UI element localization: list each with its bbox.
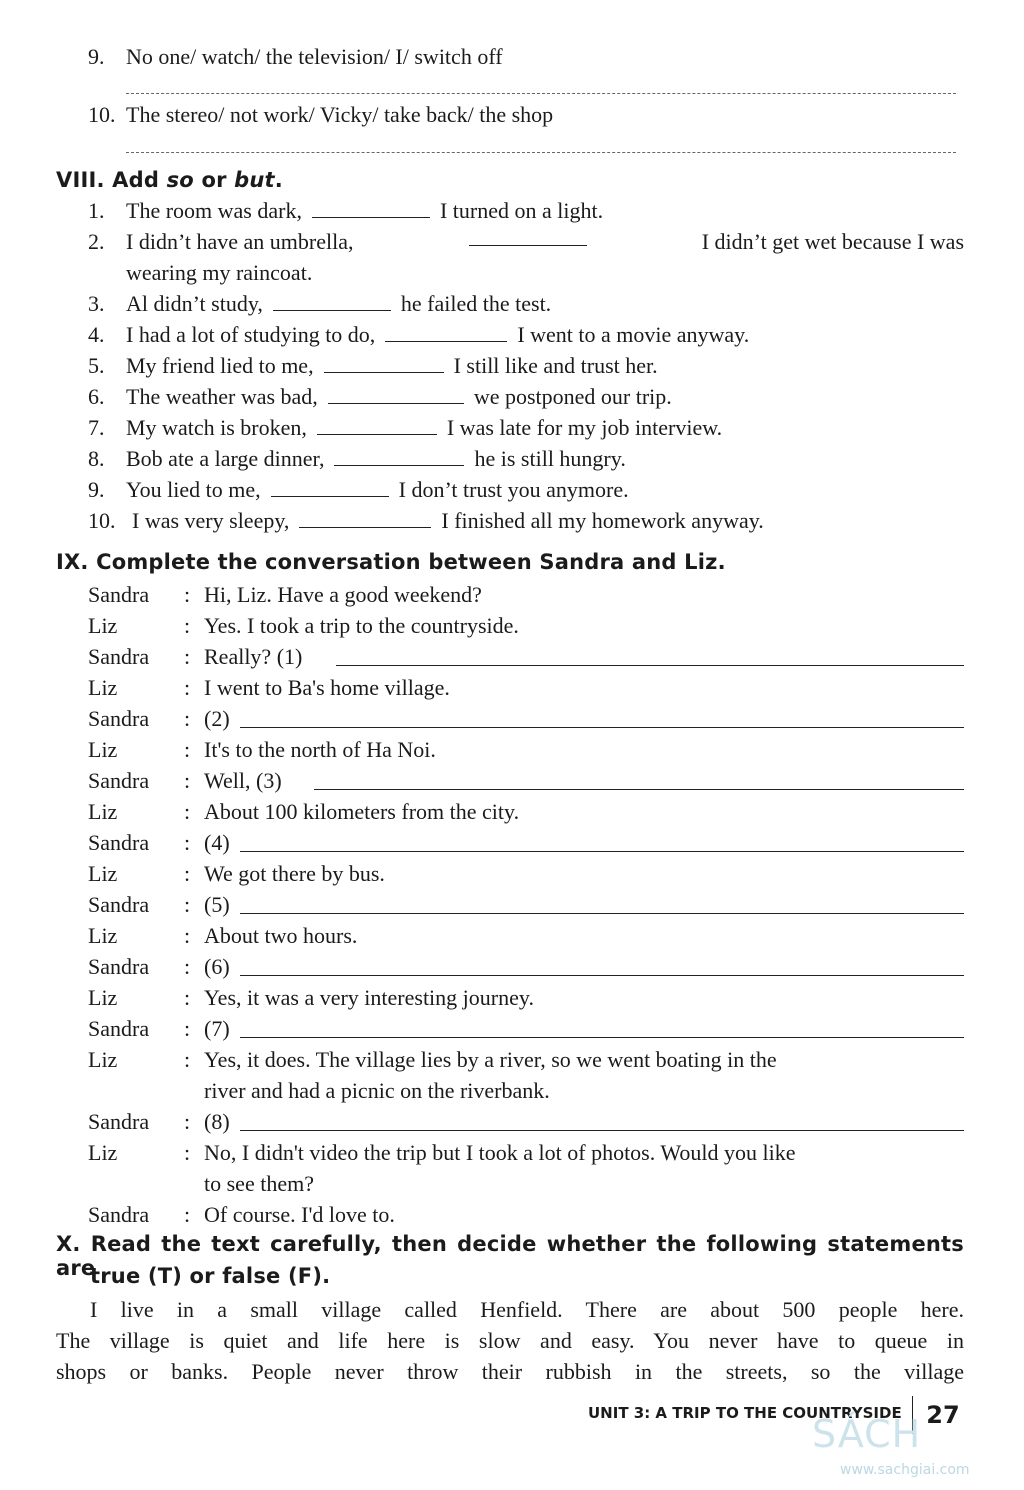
answer-blank[interactable] bbox=[271, 480, 389, 497]
answer-blank[interactable] bbox=[385, 325, 507, 342]
answer-blank[interactable] bbox=[312, 201, 430, 218]
answer-line-8[interactable] bbox=[240, 1130, 964, 1131]
page-number: 27 bbox=[912, 1396, 973, 1434]
section-8-heading: VIII. Add so or but. bbox=[56, 168, 283, 192]
paragraph-line: The village is quiet and life here is slow and easy. You never have to queue in bbox=[56, 1328, 964, 1353]
answer-line[interactable] bbox=[126, 152, 956, 153]
item-text: No one/ watch/ the television/ I/ switch off bbox=[126, 44, 503, 69]
answer-blank[interactable] bbox=[334, 449, 464, 466]
answer-line-6[interactable] bbox=[240, 975, 964, 976]
answer-line[interactable] bbox=[126, 93, 956, 94]
answer-line-4[interactable] bbox=[240, 851, 964, 852]
exercise-item-10: 10. The stereo/ not work/ Vicky/ take back/ the shop bbox=[88, 102, 554, 127]
section-9-heading: IX. Complete the conversation between Sandra and Liz. bbox=[56, 550, 726, 574]
section-10-heading: X. Read the text carefully, then decide whether the following statements are bbox=[56, 1232, 964, 1280]
item-text: The stereo/ not work/ Vicky/ take back/ the shop bbox=[126, 102, 554, 127]
watermark-logo: SÁCH bbox=[812, 1412, 922, 1456]
section-10-heading-cont: true (T) or false (F). bbox=[90, 1264, 331, 1288]
answer-blank[interactable] bbox=[324, 356, 444, 373]
answer-blank[interactable] bbox=[317, 418, 437, 435]
paragraph-line: shops or banks. People never throw their rubbish in the streets, so the village bbox=[56, 1359, 964, 1384]
answer-line-1[interactable] bbox=[336, 665, 964, 666]
reading-passage bbox=[56, 1294, 964, 1387]
paragraph-line: I live in a small village called Henfield. There are about 500 people here. bbox=[90, 1297, 964, 1322]
exercise-item-9: 9. No one/ watch/ the television/ I/ switch off bbox=[88, 44, 503, 69]
answer-line-5[interactable] bbox=[240, 913, 964, 914]
answer-line-3[interactable] bbox=[314, 789, 964, 790]
answer-line-7[interactable] bbox=[240, 1037, 964, 1038]
watermark-url: www.sachgiai.com bbox=[840, 1462, 970, 1478]
footer-unit-title: UNIT 3: A TRIP TO THE COUNTRYSIDE bbox=[588, 1404, 902, 1422]
answer-blank[interactable] bbox=[273, 294, 391, 311]
answer-blank[interactable] bbox=[328, 387, 464, 404]
answer-blank[interactable] bbox=[299, 511, 431, 528]
answer-line-2[interactable] bbox=[240, 727, 964, 728]
answer-blank[interactable] bbox=[469, 229, 587, 246]
